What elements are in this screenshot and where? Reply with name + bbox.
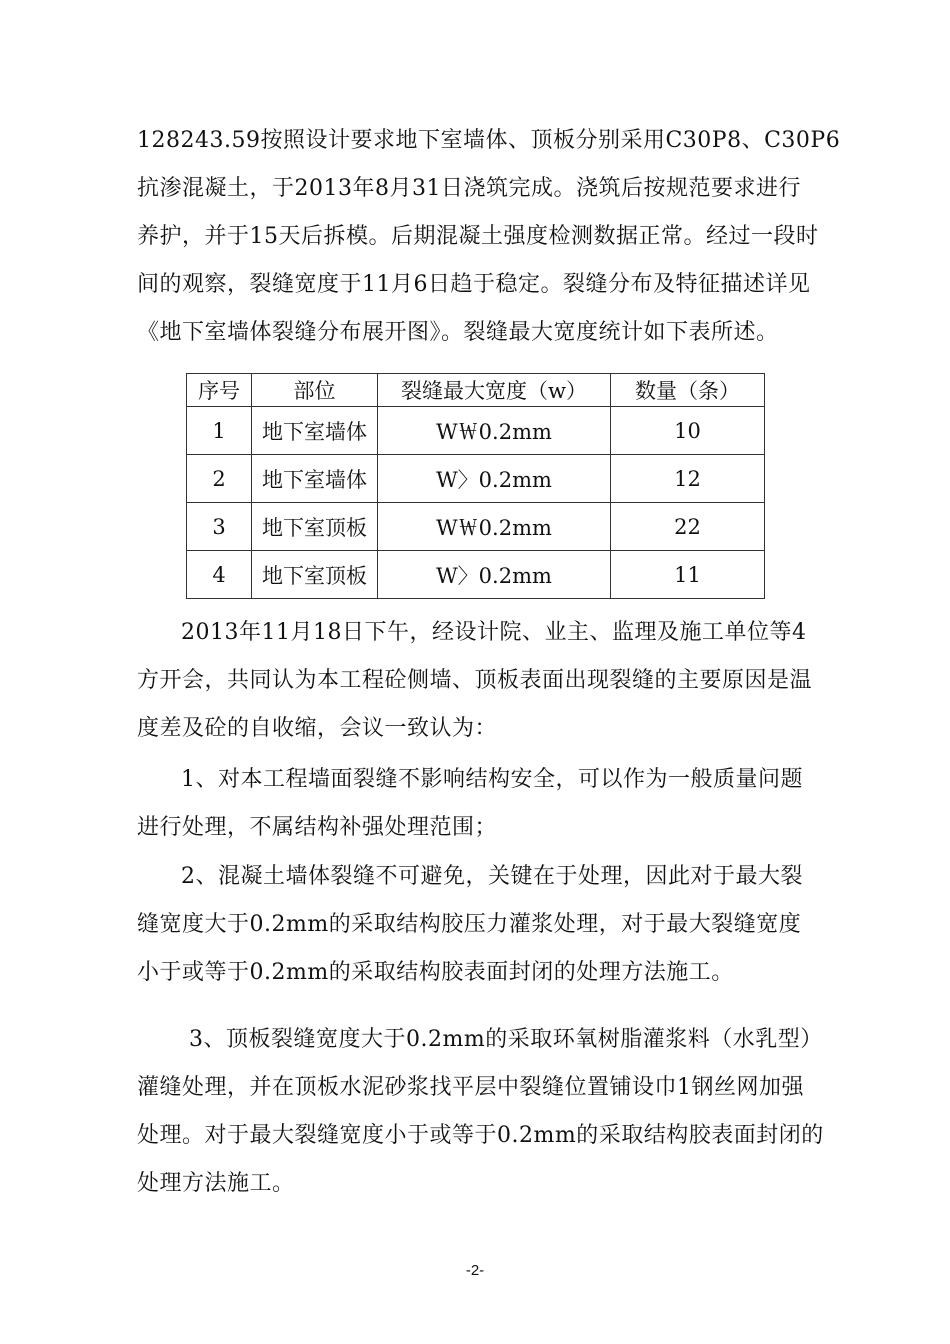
cell-count: 22 (611, 503, 765, 551)
text-line: 2、混凝土墙体裂缝不可避免，关键在于处理，因此对于最大裂 (181, 864, 803, 889)
conclusion-item-3 (137, 1016, 827, 1208)
text-line: 方开会，共同认为本工程砼侧墙、顶板表面出现裂缝的主要原因是温 (137, 668, 813, 693)
table-row (187, 503, 765, 551)
text-line: 间的观察，裂缝宽度于11月6日趋于稳定。裂缝分布及特征描述详见 (137, 272, 811, 297)
paragraph-meeting (137, 609, 827, 753)
cell-index: 1 (187, 407, 252, 455)
cell-index: 3 (187, 503, 252, 551)
cell-max-width: W〉0.2mm (378, 551, 611, 599)
table-header-row (187, 374, 765, 407)
header-max-width: 裂缝最大宽度（w） (378, 374, 611, 407)
table-row (187, 407, 765, 455)
cell-index: 4 (187, 551, 252, 599)
text-line: 缝宽度大于0.2mm的采取结构胶压力灌浆处理，对于最大裂缝宽度 (137, 912, 802, 937)
text-line: 2013年11月18日下午，经设计院、业主、监理及施工单位等4 (181, 620, 807, 645)
text-line: 1、对本工程墙面裂缝不影响结构安全，可以作为一般质量问题 (181, 767, 803, 792)
cell-count: 11 (611, 551, 765, 599)
cell-location: 地下室顶板 (252, 503, 378, 551)
cell-count: 10 (611, 407, 765, 455)
text-line: 处理。对于最大裂缝宽度小于或等于0.2mm的采取结构胶表面封闭的 (137, 1123, 824, 1148)
cell-index: 2 (187, 455, 252, 503)
cell-max-width: W￦0.2mm (378, 503, 611, 551)
header-location: 部位 (252, 374, 378, 407)
conclusion-item-2 (137, 853, 827, 997)
text-line: 抗渗混凝土，于2013年8月31日浇筑完成。浇筑后按规范要求进行 (137, 176, 801, 201)
cell-location: 地下室墙体 (252, 455, 378, 503)
text-line: 处理方法施工。 (137, 1171, 295, 1196)
text-line: 3、顶板裂缝宽度大于0.2mm的采取环氧树脂灌浆料（水乳型） (189, 1027, 823, 1052)
text-line: 128243.59按照设计要求地下室墙体、顶板分别采用C30P8、C30P6 (137, 128, 841, 153)
paragraph-crack-description (137, 117, 841, 357)
header-index: 序号 (187, 374, 252, 407)
cell-max-width: W￦0.2mm (378, 407, 611, 455)
header-count: 数量（条） (611, 374, 765, 407)
text-line: 进行处理，不属结构补强处理范围； (137, 815, 498, 840)
cell-count: 12 (611, 455, 765, 503)
page-number: -2- (465, 1262, 485, 1279)
text-line: 养护，并于15天后拆模。后期混凝土强度检测数据正常。经过一段时 (137, 224, 819, 249)
table-row (187, 551, 765, 599)
cell-location: 地下室顶板 (252, 551, 378, 599)
conclusion-item-1 (137, 756, 827, 852)
cell-location: 地下室墙体 (252, 407, 378, 455)
table-row (187, 455, 765, 503)
text-line: 《地下室墙体裂缝分布展开图》。裂缝最大宽度统计如下表所述。 (137, 320, 779, 345)
cell-max-width: W〉0.2mm (378, 455, 611, 503)
text-line: 度差及砼的自收缩，会议一致认为： (137, 716, 498, 741)
text-line: 小于或等于0.2mm的采取结构胶表面封闭的处理方法施工。 (137, 960, 734, 985)
crack-statistics-table (186, 373, 765, 599)
text-line: 灌缝处理，并在顶板水泥砂浆找平层中裂缝位置铺设巾1钢丝网加强 (137, 1075, 804, 1100)
